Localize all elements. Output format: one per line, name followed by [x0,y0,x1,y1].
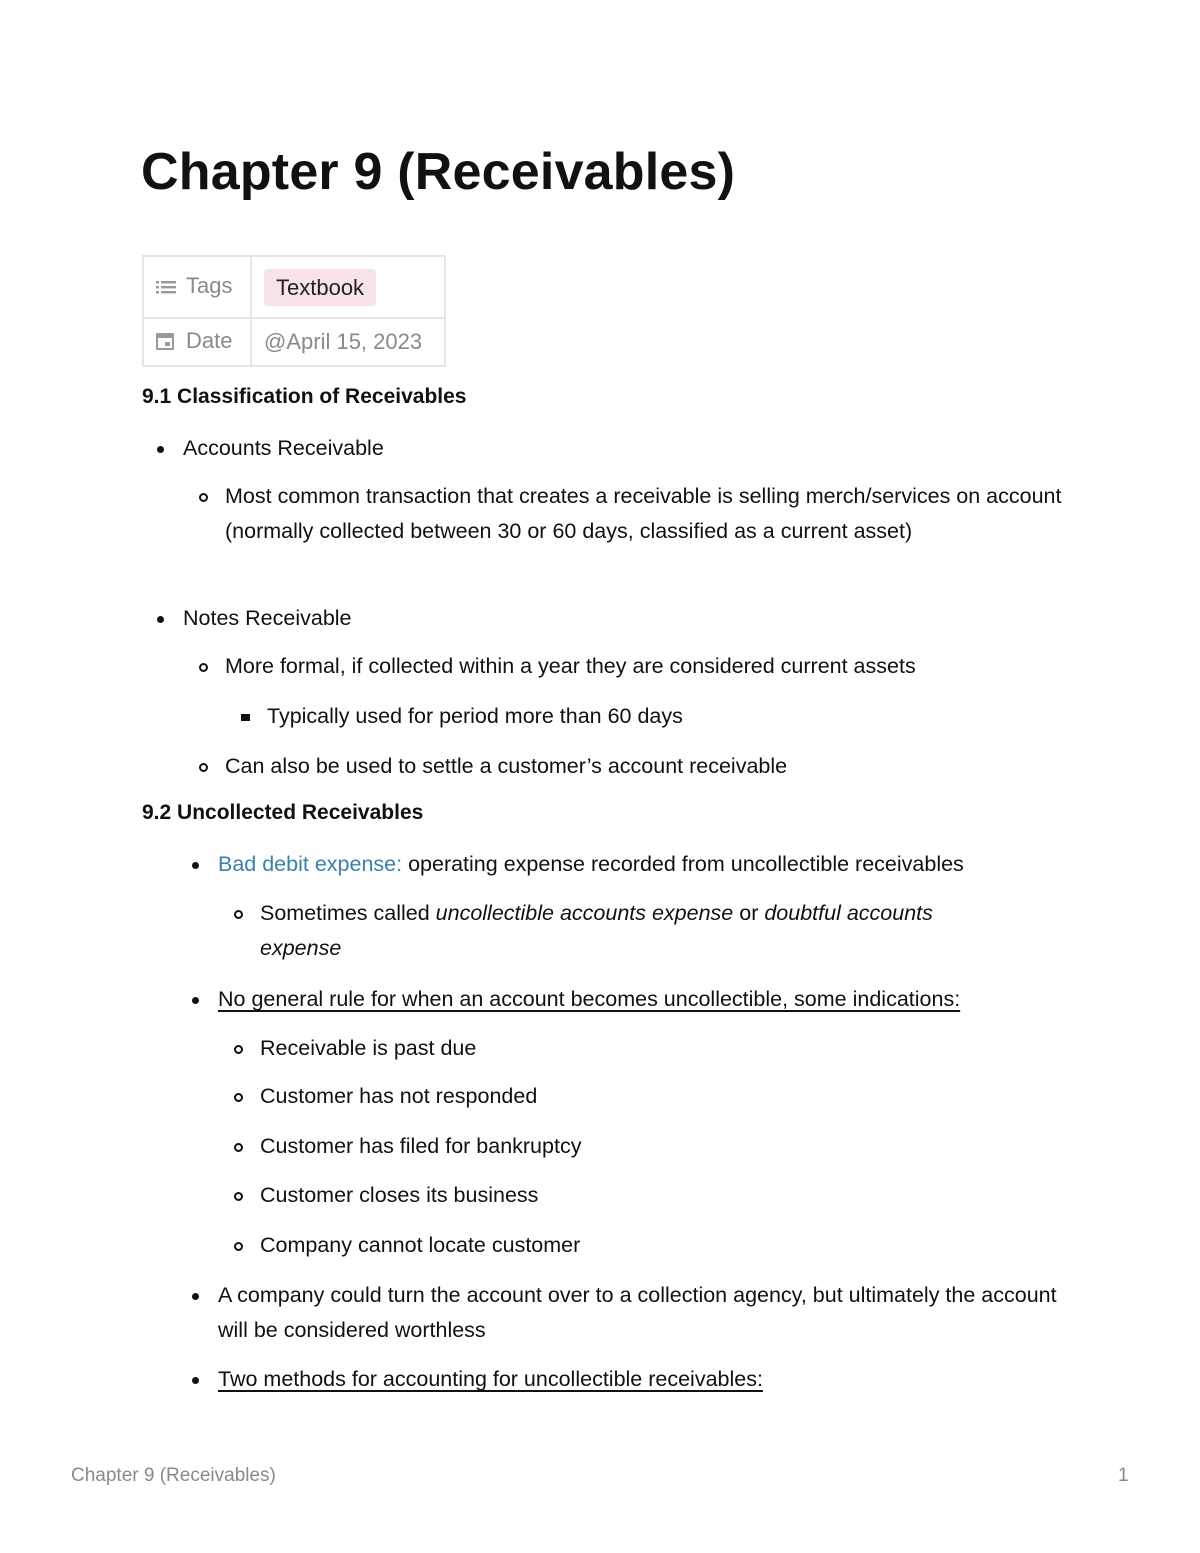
list-item-text: Company cannot locate customer [260,1233,581,1257]
bullet-circle [234,1192,243,1201]
list-item [218,982,1063,1017]
properties-table [142,255,446,367]
property-row-tags [143,256,445,318]
list-item [218,1278,1063,1348]
list-item-text: Notes Receivable [183,606,352,630]
bullet-disc [157,616,164,623]
text-run: Sometimes called [260,901,436,925]
list-icon [156,275,176,301]
italic-term: doubtful accounts expense [260,901,933,960]
bullet-circle [234,1242,243,1251]
section-heading-9-2: 9.2 Uncollected Receivables [142,801,424,824]
bullet-circle [199,493,208,502]
calendar-icon [156,330,176,356]
list-item-text [260,896,1020,966]
list-item-text: Receivable is past due [260,1036,477,1060]
list-item-text: No general rule for when an account becomes uncollectible, some indications: [218,987,961,1011]
page-title: Chapter 9 (Receivables) [141,143,736,201]
property-value-date [251,318,445,366]
list-item [183,601,1063,636]
bullet-circle [199,763,208,772]
bullet-circle [234,1045,243,1054]
date-value: @April 15, 2023 [264,329,423,354]
list-item [260,1228,1060,1263]
list-item [260,896,1020,966]
bullet-square [241,714,250,721]
bullet-circle [234,1093,243,1102]
list-item [225,649,1063,684]
list-item [218,847,1063,882]
list-item [218,1362,1063,1397]
bullet-circle [234,1143,243,1152]
italic-term: uncollectible accounts expense [435,901,734,925]
property-name-tags [143,256,251,318]
list-item [267,699,1063,734]
bullet-disc [192,1377,199,1384]
list-item-text: Customer has not responded [260,1084,538,1108]
list-item-text: Can also be used to settle a customer’s account receivable [225,754,788,778]
list-item [260,1178,1060,1213]
list-item [225,749,1063,784]
property-row-date [143,318,445,366]
bullet-circle [234,910,243,919]
page-number: 1 [1118,1465,1129,1486]
property-value-tags [251,256,445,318]
text-run: or [733,901,765,925]
list-item-text: Two methods for accounting for uncollectible receivables: [218,1367,763,1391]
list-item [260,1079,1060,1114]
term-link[interactable]: Bad debit expense: [218,852,403,876]
list-item [183,431,1063,466]
list-item-text: Accounts Receivable [183,436,384,460]
term-definition: operating expense recorded from uncollectible receivables [402,852,964,876]
bullet-disc [157,446,164,453]
list-item [260,1129,1060,1164]
list-item-text: Typically used for period more than 60 days [267,704,683,728]
tag-chip[interactable]: Textbook [264,269,376,306]
property-name-date [143,318,251,366]
list-item-text: A company could turn the account over to a collection agency, but ultimately the account will be considered worthless [218,1283,1057,1342]
tags-label: Tags [186,273,233,299]
bullet-disc [192,997,199,1004]
bullet-disc [192,1293,199,1300]
footer-title: Chapter 9 (Receivables) [71,1465,276,1486]
list-item [260,1031,1060,1066]
section-heading-9-1: 9.1 Classification of Receivables [142,385,467,408]
bullet-circle [199,663,208,672]
list-item [225,479,1063,549]
list-item-text: Most common transaction that creates a receivable is selling merch/services on account (normally collected between 30 or 60 days, classified as a current asset) [225,484,1062,543]
list-item-text: More formal, if collected within a year they are considered current assets [225,654,916,678]
bullet-disc [192,862,199,869]
list-item-text: Customer has filed for bankruptcy [260,1134,582,1158]
list-item-text: Customer closes its business [260,1183,539,1207]
list-item-text [218,847,1063,882]
date-label: Date [186,328,233,354]
